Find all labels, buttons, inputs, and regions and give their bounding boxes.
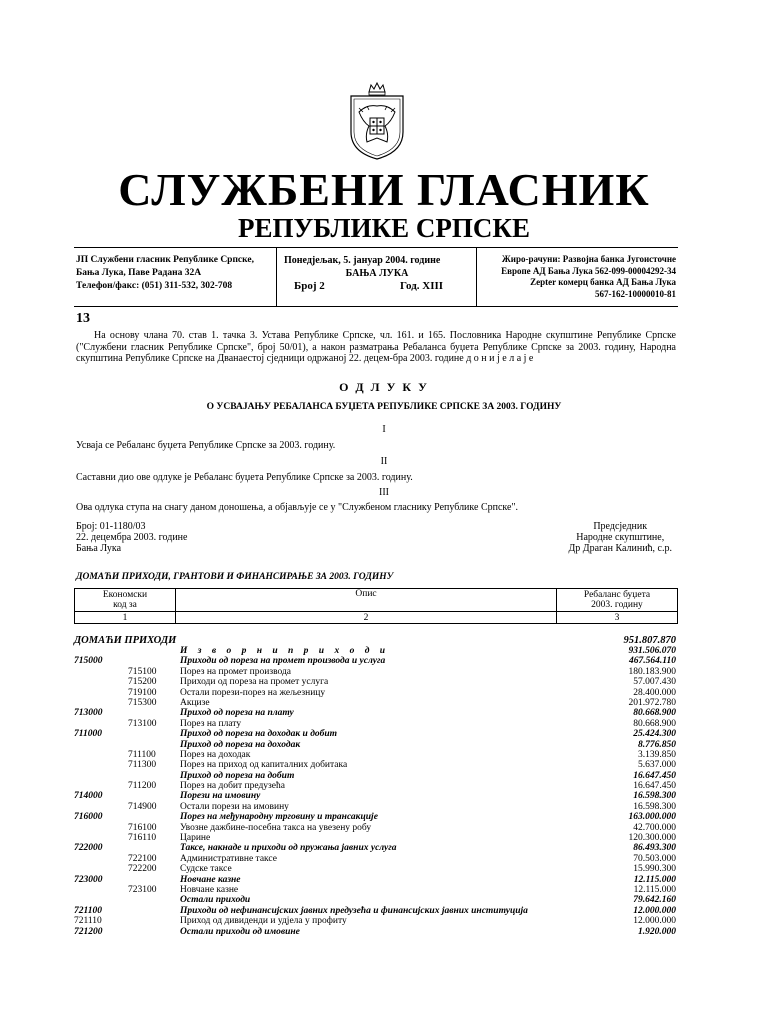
row-description: Приходи од пореза на промет производа и услуга (180, 656, 386, 667)
row-code: 722000 (74, 843, 103, 854)
issue-year: Год. XIII (400, 280, 444, 292)
row-amount: 12.000.000 (633, 905, 676, 916)
table-row (74, 698, 678, 708)
row-description: Увозне дажбине-посебна такса на увезену робу (180, 822, 372, 833)
table-row (74, 812, 678, 822)
table-row (74, 875, 678, 885)
row-description: Остали порези-порез на жељезницу (180, 687, 326, 698)
reference-line: Број: 01-1180/03 (76, 521, 146, 532)
table-row (74, 906, 678, 916)
signatory-line: Др Драган Калинић, с.р. (568, 543, 672, 554)
article-number: I (382, 424, 386, 435)
table-row (74, 729, 678, 739)
reference-line: 22. децембра 2003. године (76, 532, 188, 543)
row-amount: 42.700.000 (633, 822, 676, 833)
row-description: Административне таксе (180, 853, 277, 864)
table-row (74, 823, 678, 833)
row-description: Новчане казне (180, 874, 241, 885)
row-description: Остали приходи од имовине (180, 926, 300, 937)
row-amount: 12.000.000 (633, 916, 676, 927)
article-number: III (379, 487, 389, 498)
row-amount: 12.115.000 (633, 884, 676, 895)
row-description: Остали порези на имовину (180, 801, 289, 812)
table-row (74, 927, 678, 937)
row-code: 721100 (74, 905, 102, 916)
table-row (74, 760, 678, 770)
act-number: 13 (76, 311, 90, 326)
row-subcode: 722200 (128, 864, 157, 875)
row-description: Приходи од нефинансијских јавних предузећа и финансијских јавних институција (180, 905, 528, 916)
table-row (74, 885, 678, 895)
row-amount: 8.776.850 (638, 739, 676, 750)
issue-number-year (284, 280, 470, 293)
table-row (74, 771, 678, 781)
row-subcode: 723100 (128, 884, 157, 895)
decision-subtitle: О УСВАЈАЊУ РЕБАЛАНСА БУЏЕТА РЕПУБЛИКЕ СРПСКЕ ЗА 2003. ГОДИНУ (206, 402, 562, 412)
row-description: Порез на промет производа (180, 666, 292, 677)
row-subcode: 715300 (128, 697, 157, 708)
table-row (74, 895, 678, 905)
table-row (74, 646, 678, 656)
row-description: Новчане казне (180, 884, 239, 895)
row-description: Порез на међународну трговину и трансакције (180, 812, 378, 823)
table-row (74, 802, 678, 812)
table-row (74, 833, 678, 843)
row-subcode: 715100 (128, 666, 157, 677)
table-row (74, 843, 678, 853)
article-text: Саставни дио ове одлуке је Ребаланс буџета Републике Српске за 2003. годину. (76, 472, 413, 483)
issue-date: Понедјељак, 5. јануар 2004. године (284, 255, 441, 266)
budget-table-header (74, 588, 678, 624)
row-amount: 28.400.000 (633, 687, 676, 698)
row-subcode: 722100 (128, 853, 157, 864)
table-row (74, 635, 678, 646)
issue-info (284, 254, 470, 293)
row-code: 716000 (74, 812, 103, 823)
publisher-info (76, 254, 274, 293)
row-description: Акцизе (180, 697, 210, 708)
row-code: ДОМАЋИ ПРИХОДИ (74, 635, 177, 646)
signatory-line: Народне скупштине, (576, 532, 665, 543)
row-amount: 80.668.900 (633, 718, 676, 729)
row-description: Приход од пореза на доходак (180, 739, 301, 750)
table-row (74, 864, 678, 874)
row-subcode: 713100 (128, 718, 157, 729)
row-description: Порез на приход од капиталних добитака (180, 760, 348, 771)
row-amount: 931.506.070 (628, 646, 676, 656)
table-row (74, 854, 678, 864)
budget-table-body (74, 635, 678, 937)
row-code: 713000 (74, 708, 103, 719)
row-subcode: 711100 (128, 749, 156, 760)
signatory (568, 521, 672, 554)
row-description: Приходи од пореза на промет услуга (180, 677, 329, 688)
row-description: Порез на добит предузећа (180, 781, 285, 792)
row-description: Приход од пореза на добит (180, 770, 295, 781)
row-description: Приход од пореза на плату (180, 708, 294, 719)
row-code: 711000 (74, 729, 102, 740)
col-header-code-line: код за (113, 600, 137, 610)
table-row (74, 656, 678, 666)
coat-of-arms-icon (345, 82, 409, 160)
row-subcode: 716110 (128, 833, 157, 844)
decision-title: О Д Л У К У (339, 380, 429, 394)
bank-line: Европе АД Бања Лука 562-099-00004292-34 (501, 265, 676, 276)
article-text: Усваја се Ребаланс буџета Републике Српске за 2003. годину. (76, 440, 336, 451)
table-row (74, 667, 678, 677)
table-row (74, 916, 678, 926)
row-subcode: 716100 (128, 822, 157, 833)
row-description: Порези на имовину (180, 791, 261, 802)
bank-line: 567-162-10000010-81 (595, 288, 676, 299)
header-divider (276, 248, 277, 306)
row-description: Царине (180, 833, 211, 844)
row-description: Порез на доходак (180, 749, 251, 760)
bank-accounts (480, 254, 676, 300)
col-number: 3 (557, 612, 678, 624)
col-header-code (75, 589, 176, 612)
row-amount: 951.807.870 (623, 635, 676, 646)
row-subcode: 714900 (128, 801, 157, 812)
table-row (74, 708, 678, 718)
table-row (74, 750, 678, 760)
table-row (74, 688, 678, 698)
table-row (74, 791, 678, 801)
row-description: И з в о р н и п р и х о д и (180, 646, 390, 656)
col-header-code-line: Економски (102, 590, 148, 600)
row-description: Остали приходи (180, 895, 251, 906)
bank-line: Zepter комерц банка АД Бања Лука (530, 277, 676, 287)
col-header-amount-line: Ребаланс буџета (583, 590, 651, 600)
row-amount: 25.424.300 (633, 729, 676, 740)
row-description: Приход од дивиденди и удјела у профиту (180, 916, 347, 927)
header-top-rule (74, 247, 678, 248)
publisher-line: Телефон/факс: (051) 311-532, 302-708 (76, 281, 233, 291)
row-amount: 16.598.300 (633, 801, 676, 812)
masthead-title: СЛУЖБЕНИ ГЛАСНИК (118, 164, 650, 215)
row-amount: 12.115.000 (633, 874, 676, 885)
row-amount: 80.668.900 (633, 708, 676, 719)
row-amount: 180.183.900 (628, 666, 676, 677)
row-amount: 120.300.000 (628, 833, 676, 844)
row-amount: 3.139.850 (638, 749, 676, 760)
col-header-amount (557, 589, 678, 612)
reference-line: Бања Лука (76, 543, 122, 554)
row-code: 723000 (74, 874, 103, 885)
row-amount: 57.007.430 (633, 677, 676, 688)
section-title: ДОМАЋИ ПРИХОДИ, ГРАНТОВИ И ФИНАНСИРАЊЕ ЗА 2003. ГОДИНУ (76, 572, 394, 582)
row-amount: 16.647.450 (633, 770, 676, 781)
publisher-line: ЈП Службени гласник Републике Српске, (76, 255, 254, 265)
table-row (74, 740, 678, 750)
issue-city: БАЊА ЛУКА (345, 268, 409, 279)
article-number: II (380, 456, 388, 467)
col-header-amount-line: 2003. годину (591, 600, 643, 610)
row-code: 714000 (74, 791, 103, 802)
signatory-line: Предсједник (593, 521, 648, 532)
row-amount: 163.000.000 (628, 812, 676, 823)
table-row (74, 719, 678, 729)
row-amount: 1.920.000 (638, 926, 676, 937)
row-subcode: 711200 (128, 781, 157, 792)
row-amount: 79.642.160 (633, 895, 676, 906)
table-row (74, 781, 678, 791)
row-code: 721110 (74, 916, 102, 927)
row-amount: 15.990.300 (633, 864, 676, 875)
row-description: Порез на плату (180, 718, 242, 729)
row-amount: 16.598.300 (633, 791, 676, 802)
row-subcode: 715200 (128, 677, 157, 688)
header-divider (476, 248, 477, 306)
row-amount: 16.647.450 (633, 781, 676, 792)
preamble-text: На основу члана 70. став 1. тачка 3. Устава Републике Српске, чл. 161. и 165. Пословника Народне скупштине Републике Српске ("Службени гласник Републике Српске", број 50/01), а након разматрања Ребаланса буџета Републике Српске за 2003. годину, Народна скупштина Републике Српске на Дванаестој сједници одржаној 22. децем-бра 2003. године д о н и ј е л а ј е (76, 330, 676, 364)
row-amount: 467.564.110 (629, 656, 676, 667)
col-number: 1 (75, 612, 176, 624)
col-number: 2 (176, 612, 557, 624)
article-text: Ова одлука ступа на снагу даном доношења, а објављује се у "Службеном гласнику Републике Српске". (76, 502, 519, 513)
row-amount: 201.972.780 (628, 697, 676, 708)
table-row (74, 677, 678, 687)
row-subcode: 711300 (128, 760, 157, 771)
row-code: 721200 (74, 926, 103, 937)
document-reference (76, 521, 187, 554)
row-description: Приход од пореза на доходак и добит (180, 729, 338, 740)
row-subcode: 719100 (128, 687, 157, 698)
row-amount: 70.503.000 (633, 853, 676, 864)
bank-line: Жиро-рачуни: Развојна банка Југоисточне (501, 254, 676, 264)
issue-number: Број 2 (294, 280, 325, 292)
header-bottom-rule (74, 306, 678, 307)
masthead-subtitle: РЕПУБЛИКЕ СРПСКЕ (237, 213, 531, 243)
row-amount: 5.637.000 (638, 760, 676, 771)
publisher-line: Бања Лука, Паве Радана 32А (76, 268, 202, 278)
col-header-description: Опис (176, 589, 557, 612)
row-description: Судске таксе (180, 864, 232, 875)
row-amount: 86.493.300 (633, 843, 676, 854)
row-description: Таксе, накнаде и приходи од пружања јавних услуга (180, 843, 397, 854)
row-code: 715000 (74, 656, 103, 667)
